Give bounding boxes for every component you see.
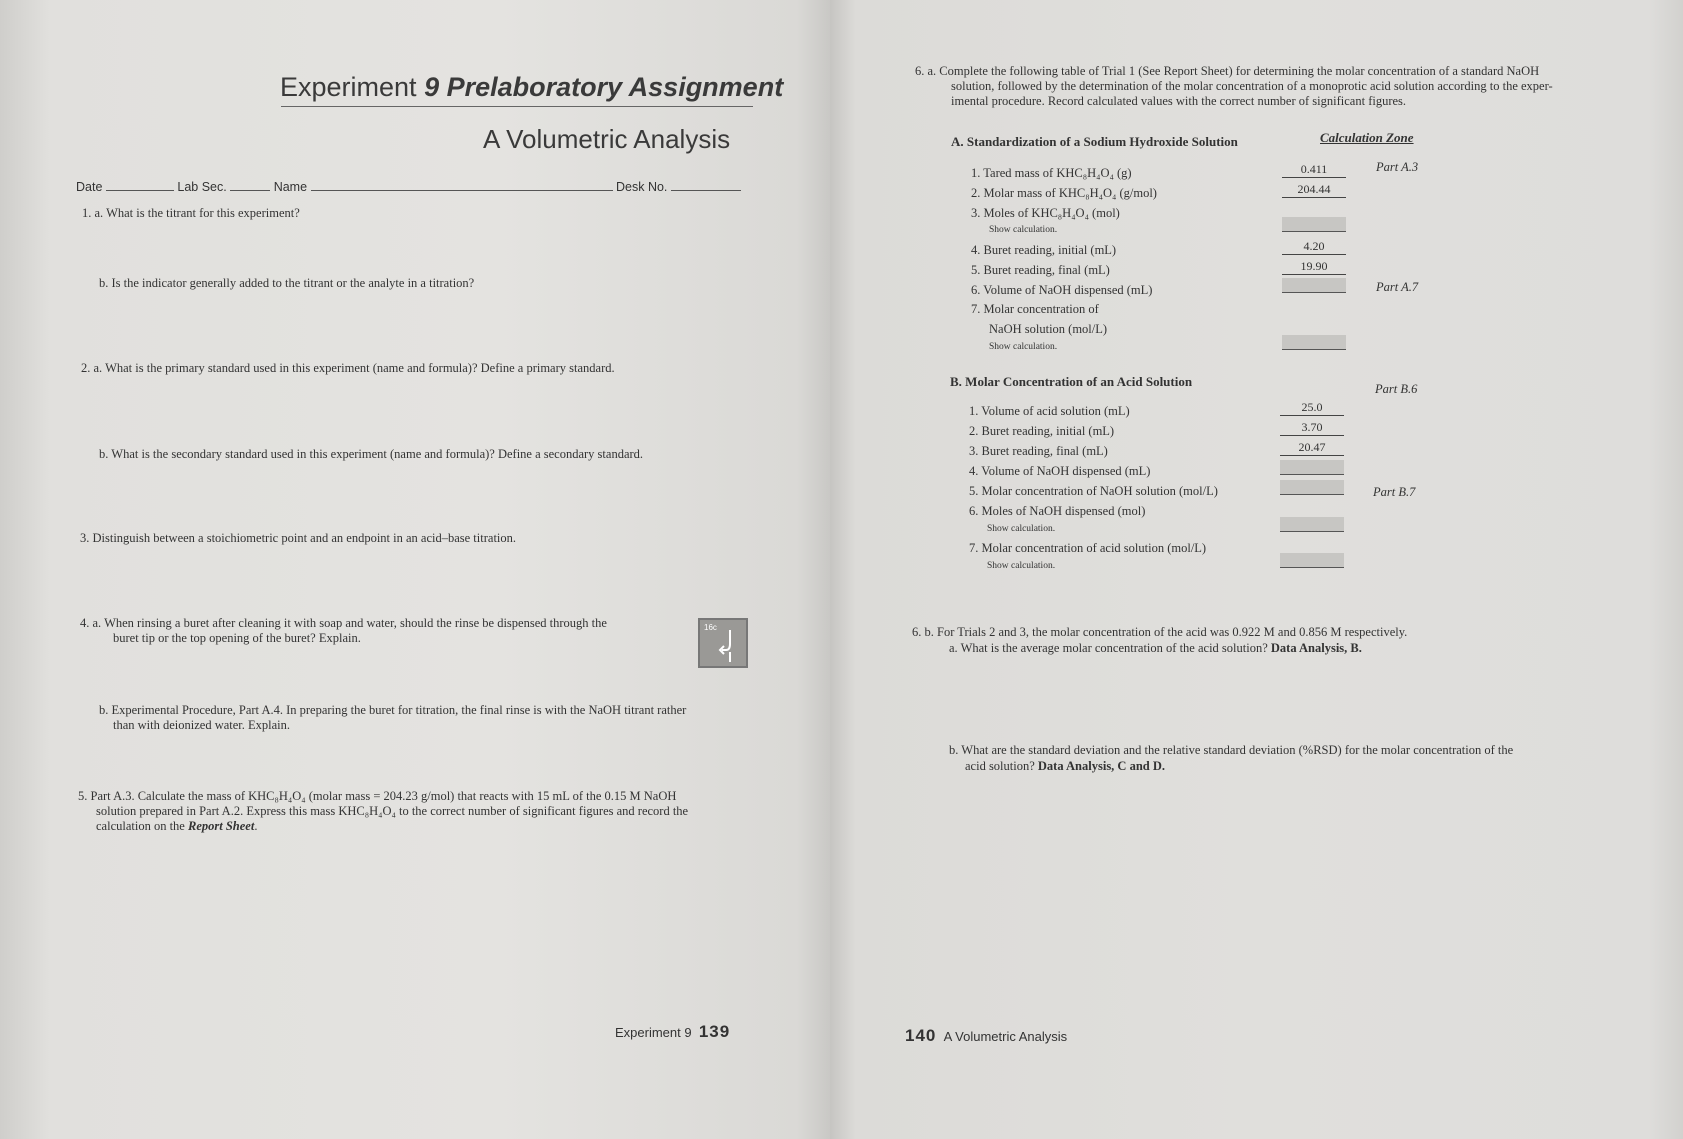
lab-sec-blank[interactable] — [230, 179, 270, 191]
q5-text: calculation on the — [96, 819, 188, 833]
date-label: Date — [76, 180, 103, 194]
left-footer — [615, 1022, 730, 1042]
question-2a: 2. a. What is the primary standard used in this experiment (name and formula)? Define a primary standard. — [81, 361, 615, 375]
b-value-3: 20.47 — [1280, 440, 1344, 456]
q6b-b-text: acid solution? — [965, 759, 1038, 773]
b-answer-box-4[interactable] — [1280, 460, 1344, 475]
b-value-1: 25.0 — [1280, 400, 1344, 416]
buret-drop-icon — [700, 620, 746, 666]
a-item-1: 1. Tared mass of KHC₈H₄O₄ (g) — [971, 166, 1132, 180]
b-value-2: 3.70 — [1280, 420, 1344, 436]
question-6b-a — [949, 641, 1362, 656]
b-item-4: 4. Volume of NaOH dispensed (mL) — [969, 464, 1151, 478]
question-3: 3. Distinguish between a stoichiometric point and an endpoint in an acid–base titration. — [80, 531, 517, 545]
part-b6-label: Part B.6 — [1375, 382, 1418, 396]
a-item-5: 5. Buret reading, final (mL) — [971, 263, 1110, 277]
a-item-2: 2. Molar mass of KHC₈H₄O₄ (g/mol) — [971, 186, 1157, 200]
question-6a-line1: 6. a. Complete the following table of Trial 1 (See Report Sheet) for determining the molar concentration of a standard NaOH — [915, 64, 1540, 78]
a-item-6: 6. Volume of NaOH dispensed (mL) — [971, 283, 1153, 297]
question-6a-line2: solution, followed by the determination of the molar concentration of a monoprotic acid solution according to the exper- — [951, 79, 1553, 93]
title-bold: Prelaboratory Assignment — [439, 72, 784, 102]
q6b-a-text: a. What is the average molar concentration of the acid solution? — [949, 641, 1271, 655]
b-item-2: 2. Buret reading, initial (mL) — [969, 424, 1115, 438]
a-answer-box-6[interactable] — [1282, 278, 1346, 293]
b-show-calc-6: Show calculation. — [987, 524, 1056, 534]
right-footer — [905, 1026, 1067, 1046]
b-item-7: 7. Molar concentration of acid solution (mol/L) — [969, 541, 1207, 555]
a-show-calc-3: Show calculation. — [989, 225, 1058, 235]
report-sheet-ref: Report Sheet — [187, 819, 255, 833]
b-item-5: 5. Molar concentration of NaOH solution (mol/L) — [969, 484, 1218, 498]
b-answer-box-7[interactable] — [1280, 553, 1344, 568]
section-a-heading: A. Standardization of a Sodium Hydroxide Solution — [951, 134, 1238, 149]
part-a3-label: Part A.3 — [1376, 160, 1419, 174]
calculation-zone-heading: Calculation Zone — [1320, 130, 1414, 145]
question-4b-line1: b. Experimental Procedure, Part A.4. In preparing the buret for titration, the final rinse is with the NaOH titrant rather — [99, 703, 687, 717]
question-5-line3 — [96, 819, 257, 834]
a-item-4: 4. Buret reading, initial (mL) — [971, 243, 1117, 257]
question-5-line1: 5. Part A.3. Calculate the mass of KHC₈H₄O₄ (molar mass = 204.23 g/mol) that reacts with 15 mL of the 0.15 M NaOH — [78, 789, 677, 803]
b-show-calc-7: Show calculation. — [987, 561, 1056, 571]
question-6b-b-line1: b. What are the standard deviation and the relative standard deviation (%RSD) for the molar concentration of the — [949, 743, 1514, 757]
b-item-3: 3. Buret reading, final (mL) — [969, 444, 1108, 458]
q5-period: . — [254, 819, 258, 833]
left-page — [0, 0, 830, 1139]
title-plain: Experiment — [280, 72, 425, 102]
lab-sec-label: Lab Sec. — [177, 180, 227, 194]
a-item-7-line2: NaOH solution (mol/L) — [989, 322, 1108, 336]
header-fields — [76, 179, 741, 194]
right-page — [830, 0, 1683, 1139]
b-answer-box-6[interactable] — [1280, 517, 1344, 532]
a-item-3: 3. Moles of KHC₈H₄O₄ (mol) — [971, 206, 1120, 220]
page-title — [280, 72, 783, 103]
a-value-4: 4.20 — [1282, 239, 1346, 255]
a-value-2: 204.44 — [1282, 182, 1346, 198]
name-label: Name — [273, 180, 308, 194]
title-rule — [281, 106, 753, 107]
part-b7-label: Part B.7 — [1373, 485, 1416, 499]
question-1a: 1. a. What is the titrant for this experiment? — [82, 206, 300, 220]
q6b-b-ref: Data Analysis, C and D. — [1037, 759, 1166, 773]
b-answer-box-5[interactable] — [1280, 480, 1344, 495]
question-6b-b-line2 — [965, 759, 1165, 774]
page-number-140: 140 — [905, 1026, 937, 1045]
title-number: 9 — [424, 72, 440, 102]
a-value-1: 0.411 — [1282, 162, 1346, 178]
page-number-139: 139 — [698, 1022, 731, 1041]
b-item-6: 6. Moles of NaOH dispensed (mol) — [969, 504, 1146, 518]
desk-blank[interactable] — [671, 179, 741, 191]
desk-label: Desk No. — [616, 180, 668, 194]
a-answer-box-7[interactable] — [1282, 335, 1346, 350]
a-item-7: 7. Molar concentration of — [971, 302, 1099, 316]
question-4b-line2: than with deionized water. Explain. — [113, 718, 291, 732]
a-answer-box-3[interactable] — [1282, 217, 1346, 232]
date-blank[interactable] — [106, 179, 174, 191]
footer-title: A Volumetric Analysis — [943, 1029, 1068, 1044]
part-a7-label: Part A.7 — [1376, 280, 1419, 294]
question-5-line2: solution prepared in Part A.2. Express this mass KHC₈H₄O₄ to the correct number of significant figures and record the — [96, 804, 689, 818]
buret-icon — [698, 618, 748, 668]
b-item-1: 1. Volume of acid solution (mL) — [969, 404, 1130, 418]
question-4a-line2: buret tip or the top opening of the buret? Explain. — [113, 631, 361, 645]
question-2b: b. What is the secondary standard used in this experiment (name and formula)? Define a secondary standard. — [99, 447, 644, 461]
section-b-heading: B. Molar Concentration of an Acid Solution — [950, 374, 1193, 389]
q6b-a-ref: Data Analysis, B. — [1270, 641, 1362, 655]
page-subtitle: A Volumetric Analysis — [483, 124, 731, 154]
question-1b: b. Is the indicator generally added to the titrant or the analyte in a titration? — [99, 276, 475, 290]
question-4a-line1: 4. a. When rinsing a buret after cleaning it with soap and water, should the rinse be dispensed through the — [80, 616, 607, 630]
name-blank[interactable] — [311, 179, 613, 191]
icon-label: 16c — [704, 623, 717, 632]
footer-experiment: Experiment 9 — [615, 1025, 692, 1040]
question-6b-line1: 6. b. For Trials 2 and 3, the molar concentration of the acid was 0.922 M and 0.856 M respectively. — [912, 625, 1408, 639]
a-show-calc-7: Show calculation. — [989, 342, 1058, 352]
question-6a-line3: imental procedure. Record calculated values with the correct number of significant figures. — [951, 94, 1407, 108]
a-value-5: 19.90 — [1282, 259, 1346, 275]
